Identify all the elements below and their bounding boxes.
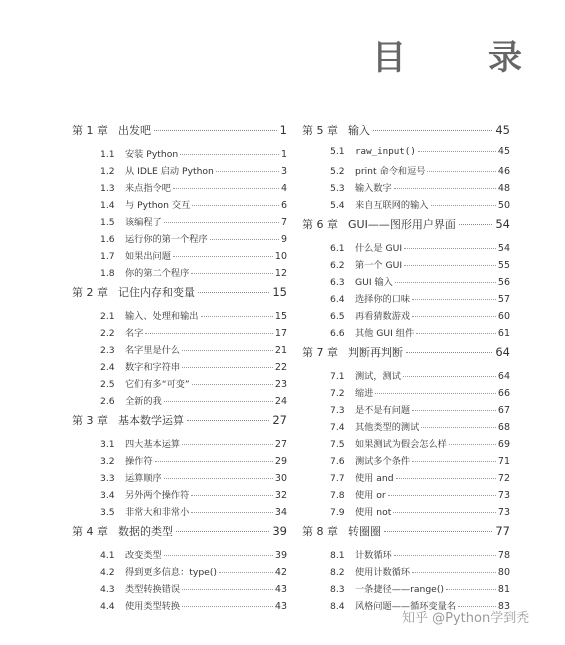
chapter-number: 第 5 章: [302, 124, 338, 137]
chapter-page: 15: [272, 285, 287, 299]
section-title: 计数循环: [355, 550, 392, 561]
toc-chapter-entry[interactable]: [302, 216, 510, 240]
chapter-number: 第 1 章: [72, 124, 108, 137]
leader-dots: [201, 316, 273, 317]
section-title: 运算顺序: [125, 473, 162, 484]
toc-section-entry[interactable]: [72, 547, 287, 564]
leader-dots: [191, 495, 273, 496]
watermark-text: 知乎 @Python学到秃: [402, 610, 530, 626]
section-title: 来点指令吧: [125, 183, 171, 194]
section-number: 1.3: [100, 183, 115, 194]
section-page: 68: [497, 422, 510, 433]
leader-dots: [418, 151, 496, 152]
toc-section-entry[interactable]: [302, 368, 510, 385]
section-title: 名字: [125, 328, 144, 339]
chapter-title: 输入: [348, 124, 370, 137]
leader-dots: [187, 420, 269, 421]
chapter-title: 基本数学运算: [118, 414, 184, 427]
leader-dots: [404, 248, 496, 249]
toc-section-entry[interactable]: [302, 308, 510, 325]
section-page: 15: [274, 311, 287, 322]
toc-section-entry[interactable]: [72, 308, 287, 325]
section-page: 67: [497, 405, 510, 416]
section-title: 一条捷径——range(): [355, 584, 445, 595]
section-number: 6.1: [330, 243, 345, 254]
section-title: 再看猜数游戏: [355, 311, 411, 322]
section-title: 选择你的口味: [355, 294, 411, 305]
section-number: 1.4: [100, 200, 115, 211]
leader-dots: [431, 205, 496, 206]
toc-right-column: [302, 120, 510, 615]
toc-section-entry[interactable]: [72, 581, 287, 598]
section-title: 非常大和非常小: [125, 507, 190, 518]
leader-dots: [403, 376, 496, 377]
leader-dots: [191, 512, 273, 513]
toc-section-entry[interactable]: [72, 214, 287, 231]
section-number: 5.2: [330, 166, 345, 177]
section-number: 1.8: [100, 268, 115, 279]
section-page: 72: [497, 473, 510, 484]
leader-dots: [449, 444, 496, 445]
leader-dots: [412, 461, 496, 462]
toc-chapter-entry[interactable]: [72, 412, 287, 436]
section-title: 操作符: [125, 456, 153, 467]
toc-left-column: [72, 120, 287, 615]
leader-dots: [182, 350, 273, 351]
toc-section-entry[interactable]: [302, 402, 510, 419]
section-page: 56: [497, 277, 510, 288]
section-number: 2.5: [100, 379, 115, 390]
section-title: 使用 or: [355, 490, 386, 501]
toc-section-entry[interactable]: [302, 581, 510, 598]
toc-section-entry[interactable]: [72, 376, 287, 393]
section-page: 27: [274, 439, 287, 450]
leader-dots: [393, 512, 496, 513]
leader-dots: [375, 393, 496, 394]
chapter-number: 第 4 章: [72, 525, 108, 538]
section-title: 运行你的第一个程序: [125, 234, 208, 245]
section-page: 61: [497, 328, 510, 339]
leader-dots: [216, 171, 279, 172]
section-title: 另外两个操作符: [125, 490, 190, 501]
chapter-page: 1: [279, 123, 287, 137]
section-page: 48: [497, 183, 510, 194]
section-number: 8.1: [330, 550, 345, 561]
section-page: 73: [497, 490, 510, 501]
toc-section-entry[interactable]: [72, 470, 287, 487]
leader-dots: [182, 444, 273, 445]
section-page: 12: [274, 268, 287, 279]
toc-section-entry[interactable]: [72, 325, 287, 342]
toc-section-entry[interactable]: [302, 564, 510, 581]
toc-section-entry[interactable]: [302, 436, 510, 453]
chapter-title: 数据的类型: [118, 525, 173, 538]
section-page: 55: [497, 260, 510, 271]
section-title: 第一个 GUI: [355, 260, 403, 271]
section-title: 名字里是什么: [125, 345, 181, 356]
toc-section-entry[interactable]: [302, 274, 510, 291]
section-page: 50: [497, 200, 510, 211]
section-number: 4.2: [100, 567, 115, 578]
leader-dots: [164, 555, 273, 556]
toc-section-entry[interactable]: [302, 504, 510, 521]
leader-dots: [198, 292, 269, 293]
chapter-page: 77: [495, 524, 510, 538]
section-title: 缩进: [355, 388, 374, 399]
toc-section-entry[interactable]: [72, 146, 287, 163]
section-number: 3.4: [100, 490, 115, 501]
leader-dots: [406, 352, 492, 353]
section-page: 34: [274, 507, 287, 518]
section-page: 3: [280, 166, 287, 177]
section-title: 数字和字符串: [125, 362, 181, 373]
section-number: 7.3: [330, 405, 345, 416]
section-number: 6.5: [330, 311, 345, 322]
leader-dots: [395, 282, 496, 283]
chapter-page: 27: [272, 413, 287, 427]
leader-dots: [446, 589, 496, 590]
section-number: 7.5: [330, 439, 345, 450]
toc-section-entry[interactable]: [302, 547, 510, 564]
leader-dots: [145, 333, 273, 334]
leader-dots: [416, 333, 496, 334]
toc-chapter-entry[interactable]: [302, 122, 510, 146]
toc-title-char-1: 目: [372, 37, 406, 78]
section-title: 如果测试为假会怎么样: [355, 439, 447, 450]
section-page: 22: [274, 362, 287, 373]
section-page: 45: [497, 146, 510, 157]
section-number: 1.2: [100, 166, 115, 177]
section-page: 10: [274, 251, 287, 262]
section-number: 2.6: [100, 396, 115, 407]
chapter-page: 54: [495, 217, 510, 231]
leader-dots: [404, 265, 496, 266]
section-number: 6.4: [330, 294, 345, 305]
section-title: GUI 输入: [355, 277, 393, 288]
section-title: 输入、处理和输出: [125, 311, 199, 322]
toc-section-entry[interactable]: [302, 197, 510, 214]
toc-section-entry[interactable]: [302, 240, 510, 257]
toc-section-entry[interactable]: [72, 487, 287, 504]
section-page: 43: [274, 601, 287, 612]
leader-dots: [210, 239, 279, 240]
chapter-title: 判断再判断: [348, 346, 403, 359]
watermark: [402, 604, 562, 628]
leader-dots: [412, 572, 496, 573]
section-title: 安装 Python: [125, 149, 179, 160]
section-title: 从 IDLE 启动 Python: [125, 166, 214, 177]
section-number: 7.6: [330, 456, 345, 467]
section-number: 5.1: [330, 146, 345, 157]
section-page: 78: [497, 550, 510, 561]
section-title: 输入数字: [355, 183, 392, 194]
leader-dots: [164, 401, 273, 402]
toc-title: [372, 34, 522, 78]
leader-dots: [182, 367, 273, 368]
toc-section-entry[interactable]: [302, 385, 510, 402]
section-title: 使用 not: [355, 507, 392, 518]
toc-section-entry[interactable]: [72, 359, 287, 376]
section-page: 30: [274, 473, 287, 484]
section-title: 得到更多信息：type(): [125, 567, 218, 578]
leader-dots: [459, 224, 493, 225]
chapter-title: 出发吧: [118, 124, 151, 137]
section-number: 7.1: [330, 371, 345, 382]
section-title: 你的第二个程序: [125, 268, 190, 279]
section-title: 与 Python 交互: [125, 200, 191, 211]
section-number: 8.4: [330, 601, 345, 612]
section-title: 它们有多“可变”: [125, 379, 190, 390]
chapter-title: 转圈圈: [348, 525, 381, 538]
chapter-number: 第 6 章: [302, 218, 338, 231]
section-page: 23: [274, 379, 287, 390]
chapter-number: 第 7 章: [302, 346, 338, 359]
section-page: 69: [497, 439, 510, 450]
section-number: 3.1: [100, 439, 115, 450]
toc-chapter-entry[interactable]: [72, 122, 287, 146]
section-number: 8.3: [330, 584, 345, 595]
toc-section-entry[interactable]: [302, 325, 510, 342]
section-title: 是不是有问题: [355, 405, 411, 416]
section-number: 6.2: [330, 260, 345, 271]
section-title: 该编程了: [125, 217, 162, 228]
section-number: 1.5: [100, 217, 115, 228]
section-page: 39: [274, 550, 287, 561]
section-title: 测试，测试: [355, 371, 401, 382]
chapter-title: GUI——图形用户界面: [348, 218, 456, 231]
section-page: 46: [497, 166, 510, 177]
toc-section-entry[interactable]: [302, 163, 510, 180]
section-number: 2.2: [100, 328, 115, 339]
toc-section-entry[interactable]: [72, 163, 287, 180]
toc-section-entry[interactable]: [72, 231, 287, 248]
leader-dots: [427, 171, 495, 172]
section-number: 6.3: [330, 277, 345, 288]
section-number: 4.1: [100, 550, 115, 561]
leader-dots: [164, 222, 279, 223]
chapter-number: 第 2 章: [72, 286, 108, 299]
leader-dots: [412, 299, 496, 300]
leader-dots: [412, 410, 496, 411]
toc-section-entry[interactable]: [302, 470, 510, 487]
toc-section-entry[interactable]: [72, 598, 287, 615]
toc-section-entry[interactable]: [72, 180, 287, 197]
section-number: 7.7: [330, 473, 345, 484]
section-number: 2.3: [100, 345, 115, 356]
leader-dots: [394, 188, 496, 189]
section-number: 3.3: [100, 473, 115, 484]
section-page: 54: [497, 243, 510, 254]
section-page: 83: [497, 601, 510, 612]
section-title: 全新的我: [125, 396, 162, 407]
section-number: 8.2: [330, 567, 345, 578]
toc-section-entry[interactable]: [72, 453, 287, 470]
toc-title-char-2: 录: [488, 37, 522, 78]
section-title: 其他类型的测试: [355, 422, 420, 433]
section-page: 4: [280, 183, 287, 194]
section-title: raw_input(): [355, 146, 416, 157]
leader-dots: [173, 188, 279, 189]
section-page: 57: [497, 294, 510, 305]
section-title: 测试多个条件: [355, 456, 411, 467]
toc-section-entry[interactable]: [302, 419, 510, 436]
section-page: 9: [280, 234, 287, 245]
leader-dots: [182, 606, 273, 607]
section-page: 29: [274, 456, 287, 467]
toc-section-entry[interactable]: [72, 342, 287, 359]
leader-dots: [394, 555, 496, 556]
toc-chapter-entry[interactable]: [302, 523, 510, 547]
section-title: 如果出问题: [125, 251, 171, 262]
toc-section-entry[interactable]: [302, 453, 510, 470]
toc-section-entry[interactable]: [72, 504, 287, 521]
chapter-number: 第 8 章: [302, 525, 338, 538]
section-title: 四大基本运算: [125, 439, 181, 450]
section-page: 21: [274, 345, 287, 356]
section-number: 6.6: [330, 328, 345, 339]
section-title: 使用类型转换: [125, 601, 181, 612]
section-number: 7.2: [330, 388, 345, 399]
section-title: 什么是 GUI: [355, 243, 403, 254]
leader-dots: [373, 130, 492, 131]
toc-section-entry[interactable]: [302, 146, 510, 163]
section-number: 4.3: [100, 584, 115, 595]
leader-dots: [388, 495, 496, 496]
leader-dots: [192, 384, 273, 385]
section-number: 2.4: [100, 362, 115, 373]
section-page: 32: [274, 490, 287, 501]
section-number: 1.7: [100, 251, 115, 262]
section-page: 71: [497, 456, 510, 467]
toc-section-entry[interactable]: [302, 487, 510, 504]
section-number: 7.8: [330, 490, 345, 501]
section-title: print 命令和逗号: [355, 166, 426, 177]
section-page: 60: [497, 311, 510, 322]
leader-dots: [219, 572, 273, 573]
section-number: 7.4: [330, 422, 345, 433]
leader-dots: [396, 478, 496, 479]
section-page: 1: [280, 149, 287, 160]
section-title: 改变类型: [125, 550, 162, 561]
section-number: 7.9: [330, 507, 345, 518]
toc-section-entry[interactable]: [302, 180, 510, 197]
toc-section-entry[interactable]: [72, 248, 287, 265]
leader-dots: [164, 478, 273, 479]
leader-dots: [384, 531, 492, 532]
leader-dots: [173, 256, 273, 257]
toc-section-entry[interactable]: [302, 291, 510, 308]
section-title: 类型转换错误: [125, 584, 181, 595]
toc-section-entry[interactable]: [302, 257, 510, 274]
section-number: 3.5: [100, 507, 115, 518]
section-page: 17: [274, 328, 287, 339]
leader-dots: [154, 130, 277, 131]
chapter-page: 64: [495, 345, 510, 359]
section-number: 1.1: [100, 149, 115, 160]
chapter-page: 45: [495, 123, 510, 137]
section-page: 64: [497, 371, 510, 382]
section-page: 6: [280, 200, 287, 211]
section-title: 使用计数循环: [355, 567, 411, 578]
section-page: 43: [274, 584, 287, 595]
leader-dots: [421, 427, 496, 428]
section-title: 风格问题——循环变量名: [355, 601, 457, 612]
section-page: 66: [497, 388, 510, 399]
chapter-title: 记住内存和变量: [118, 286, 195, 299]
section-number: 2.1: [100, 311, 115, 322]
toc-section-entry[interactable]: [72, 197, 287, 214]
section-number: 3.2: [100, 456, 115, 467]
section-title: 其他 GUI 组件: [355, 328, 415, 339]
section-number: 4.4: [100, 601, 115, 612]
section-page: 24: [274, 396, 287, 407]
leader-dots: [180, 154, 279, 155]
leader-dots: [176, 531, 269, 532]
section-number: 5.4: [330, 200, 345, 211]
toc-chapter-entry[interactable]: [302, 344, 510, 368]
section-title: 使用 and: [355, 473, 394, 484]
leader-dots: [192, 205, 279, 206]
leader-dots: [412, 316, 496, 317]
toc-section-entry[interactable]: [72, 265, 287, 282]
leader-dots: [155, 461, 273, 462]
toc-section-entry[interactable]: [72, 564, 287, 581]
section-number: 1.6: [100, 234, 115, 245]
toc-chapter-entry[interactable]: [72, 523, 287, 547]
toc-section-entry[interactable]: [72, 393, 287, 410]
leader-dots: [191, 273, 273, 274]
section-title: 来自互联网的输入: [355, 200, 429, 211]
chapter-number: 第 3 章: [72, 414, 108, 427]
section-page: 80: [497, 567, 510, 578]
toc-section-entry[interactable]: [72, 436, 287, 453]
toc-chapter-entry[interactable]: [72, 284, 287, 308]
leader-dots: [182, 589, 273, 590]
section-page: 7: [280, 217, 287, 228]
chapter-page: 39: [272, 524, 287, 538]
section-page: 73: [497, 507, 510, 518]
section-number: 5.3: [330, 183, 345, 194]
section-page: 81: [497, 584, 510, 595]
section-page: 42: [274, 567, 287, 578]
